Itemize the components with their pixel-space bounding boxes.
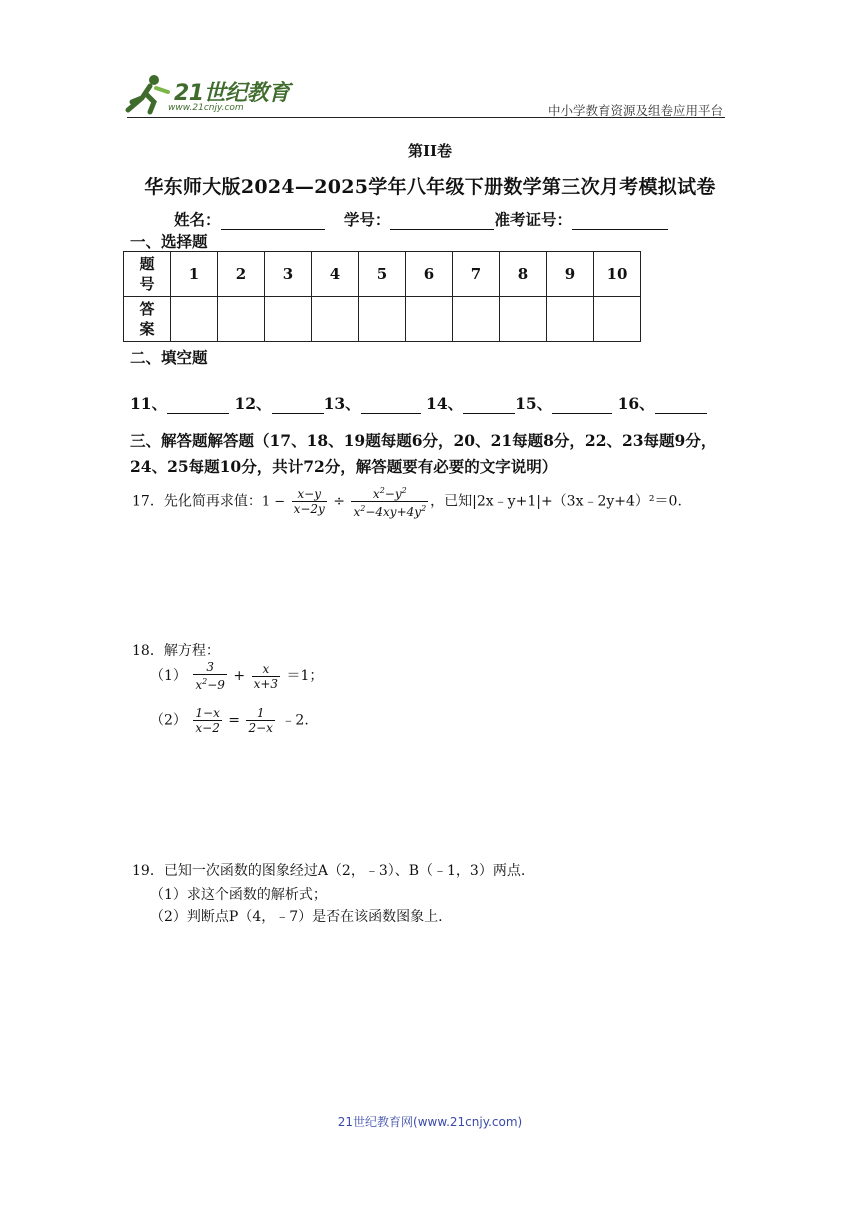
question-19-part2: （2）判断点P（4，﹣7）是否在该函数图象上. — [150, 909, 443, 925]
question-18-part2: （2） $\frac{1-x}{x-2}$ = $\frac{1}{2-x}$ ﹣2. — [150, 706, 309, 735]
q17-fraction-1: $\frac{x-y}{x-2y}$ — [293, 487, 325, 516]
question-19-part1: （1）求这个函数的解析式； — [150, 887, 327, 903]
fill-blank[interactable] — [361, 397, 421, 414]
answer-cell[interactable] — [265, 297, 312, 342]
answer-cell[interactable] — [594, 297, 641, 342]
question-19-stem: 19．已知一次函数的图象经过A（2，﹣3）、B（﹣1，3）两点. — [132, 863, 526, 879]
section-solve-heading: 三、解答题解答题（17、18、19题每题6分，20、21每题8分，22、23每题9分，24、25每题10分，共计72分，解答题要有必要的文字说明） — [130, 431, 717, 476]
q17-fraction-2: $\frac{x^2-y^2}{x^2-4xy+4y^2}$ — [353, 486, 427, 519]
runner-logo-icon — [124, 72, 174, 118]
exam-no-blank[interactable] — [572, 213, 668, 230]
logo-url: www.21cnjy.com — [168, 103, 244, 113]
part-label: 第II卷 — [407, 142, 453, 160]
answer-cell[interactable] — [312, 297, 359, 342]
q17-prefix: 17．先化简再求值： — [132, 493, 262, 510]
exam-title: 华东师大版2024—2025学年八年级下册数学第三次月考模拟试卷 — [144, 176, 716, 198]
question-number: 6 — [406, 252, 453, 297]
exam-no-label: 准考证号： — [494, 210, 572, 229]
question-number: 5 — [359, 252, 406, 297]
question-number: 3 — [265, 252, 312, 297]
question-number: 9 — [547, 252, 594, 297]
q17-condition: ，已知|2x﹣y+1|+（3x﹣2y+4）²＝0. — [430, 493, 682, 510]
section-choice-heading: 一、选择题 — [130, 232, 208, 251]
fill-blanks-line: 11、 12、 13、 14、 15、 16、 — [130, 392, 707, 414]
answer-cell[interactable] — [406, 297, 453, 342]
fill-blank[interactable] — [272, 397, 324, 414]
answer-cell[interactable] — [500, 297, 547, 342]
header-divider — [127, 117, 725, 118]
fill-blank[interactable] — [552, 397, 612, 414]
logo-text: 21世纪教育 — [174, 81, 290, 106]
answer-cell[interactable] — [453, 297, 500, 342]
fill-blank[interactable] — [655, 397, 707, 414]
student-no-blank[interactable] — [390, 213, 494, 230]
answer-cell[interactable] — [171, 297, 218, 342]
platform-label: 中小学教育资源及组卷应用平台 — [547, 103, 723, 118]
fill-blank[interactable] — [167, 397, 229, 414]
row-label-answer: 答 案 — [124, 297, 171, 342]
question-number: 10 — [594, 252, 641, 297]
row-label-number: 题 号 — [124, 252, 171, 297]
question-17: 17．先化简再求值：1 − $\frac{x-y}{x-2y}$ ÷ $\frac{x^2-y^2}{x^2-4xy+4y^2}$ ，已知|2x﹣y+1|+（3x﹣2y+4）²＝0. — [132, 486, 682, 519]
name-label: 姓名： — [174, 210, 221, 229]
student-info-line — [174, 208, 668, 230]
fill-blank[interactable] — [463, 397, 515, 414]
question-18-part1: （1） $\frac{3}{x^2-9}$ + $\frac{x}{x+3}$ ＝1； — [150, 660, 324, 692]
footer-link[interactable]: 21世纪教育网(www.21cnjy.com) — [337, 1115, 523, 1129]
question-number: 1 — [171, 252, 218, 297]
name-blank[interactable] — [221, 213, 325, 230]
question-number: 2 — [218, 252, 265, 297]
answer-cell[interactable] — [547, 297, 594, 342]
question-number: 4 — [312, 252, 359, 297]
section-fill-heading: 二、填空题 — [130, 348, 208, 367]
answer-cell[interactable] — [359, 297, 406, 342]
site-logo — [124, 72, 304, 118]
answer-cell[interactable] — [218, 297, 265, 342]
student-no-label: 学号： — [343, 210, 391, 229]
question-number: 7 — [453, 252, 500, 297]
question-18-stem: 18．解方程： — [132, 643, 220, 659]
answer-table — [123, 251, 641, 342]
question-number: 8 — [500, 252, 547, 297]
